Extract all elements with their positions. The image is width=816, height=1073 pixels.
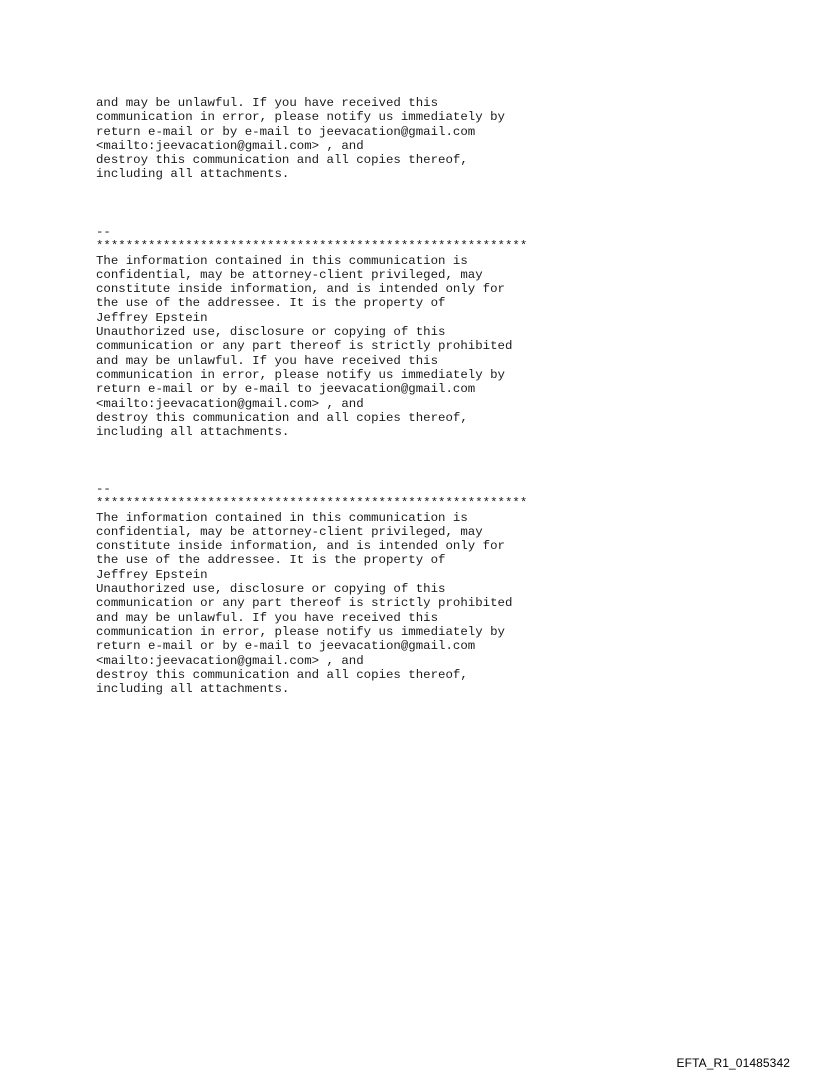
disclaimer-text-block-2: -- ********************************************************** The information contained in this communication is confidential, may be attorney-client privileged, may constitute inside information, and is intended only for the use of the addressee. It is the property of Jeffrey Epstein Unauthorized use, disclosure or copying of this communication or any part thereof is strictly prohibited and may be unlawful. If you have received this communication in error, please notify us immediately by return e-mail or by e-mail to jeevacation@gmail.com <mailto:jeevacation@gmail.com> , and destroy this communication and all copies thereof, including all attachments. (96, 225, 528, 440)
disclaimer-text-block-1: and may be unlawful. If you have received this communication in error, please notify us immediately by return e-mail or by e-mail to jeevacation@gmail.com <mailto:jeevacation@gmail.com> , and destroy this communication and all copies thereof, including all attachments. (96, 96, 505, 182)
disclaimer-text-block-3: -- ********************************************************** The information contained in this communication is confidential, may be attorney-client privileged, may constitute inside information, and is intended only for the use of the addressee. It is the property of Jeffrey Epstein Unauthorized use, disclosure or copying of this communication or any part thereof is strictly prohibited and may be unlawful. If you have received this communication in error, please notify us immediately by return e-mail or by e-mail to jeevacation@gmail.com <mailto:jeevacation@gmail.com> , and destroy this communication and all copies thereof, including all attachments. (96, 482, 528, 697)
document-id-footer: EFTA_R1_01485342 (676, 1056, 790, 1070)
